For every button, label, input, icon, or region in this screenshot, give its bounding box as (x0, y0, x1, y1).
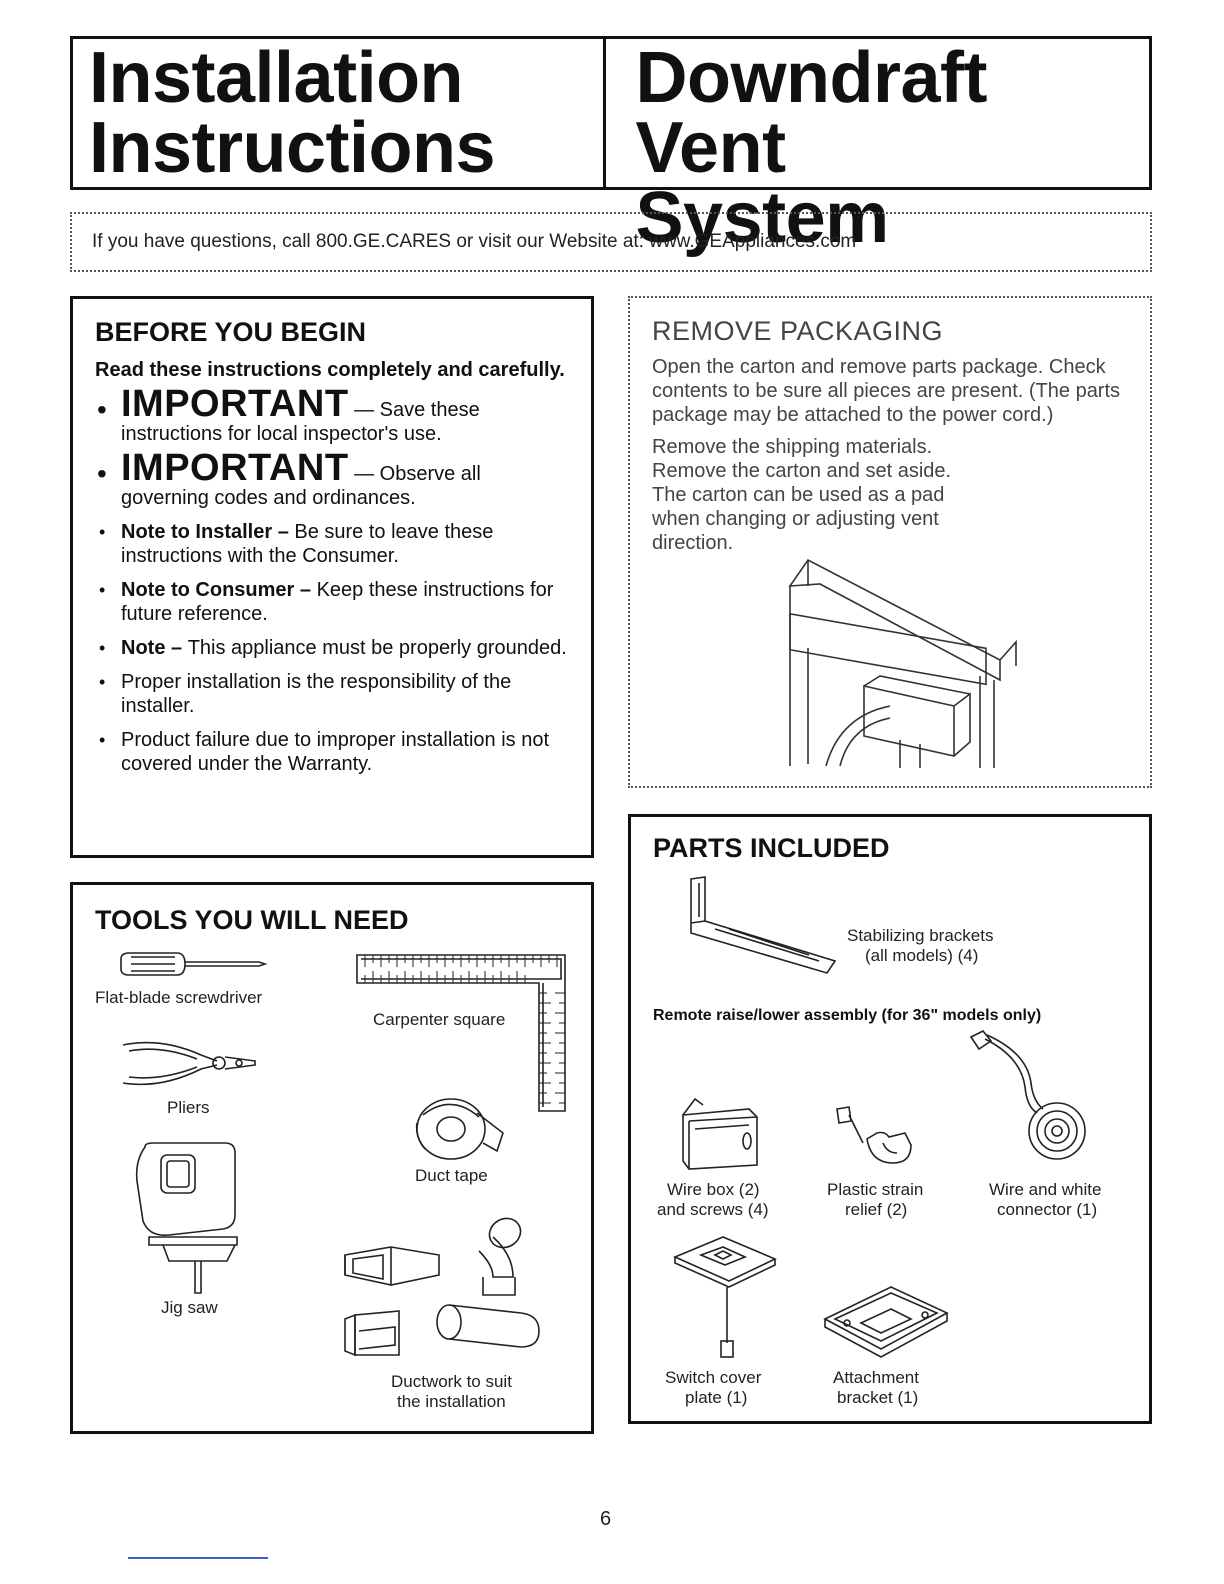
section-title: PARTS INCLUDED (653, 833, 890, 863)
bullet-text: Proper installation is the responsibility of the installer. (121, 671, 512, 717)
title-installation: Installation (89, 38, 464, 118)
jig-saw-label: Jig saw (161, 1298, 218, 1317)
ductwork-label-line1: Ductwork to suit (391, 1372, 512, 1391)
bullet-bold: Note – (121, 637, 188, 659)
stabilizing-brackets-line2: (all models) (4) (865, 946, 979, 965)
attachment-bracket-icon (821, 1283, 951, 1363)
page-number: 6 (600, 1508, 612, 1530)
contact-banner (70, 212, 1152, 272)
attachment-bracket-label-line1: Attachment (833, 1368, 919, 1387)
strain-relief-icon (827, 1103, 923, 1173)
important-word: IMPORTANT (121, 383, 349, 425)
duct-tape-label: Duct tape (415, 1166, 488, 1185)
header-right (603, 38, 1150, 258)
bullet-text: Be sure to leave these instructions with the Consumer. (121, 521, 494, 567)
connector-label-line2: connector (1) (997, 1200, 1098, 1219)
section-title: REMOVE PACKAGING (652, 316, 944, 346)
carpenter-square-icon (355, 953, 567, 1113)
pliers-label: Pliers (167, 1098, 210, 1117)
vent-unit-illustration (780, 556, 1020, 768)
important-item-2 (95, 447, 569, 510)
bullet-item (95, 636, 569, 660)
section-title: TOOLS YOU WILL NEED (95, 905, 409, 935)
important-word: IMPORTANT (121, 447, 349, 489)
bullet-item (95, 670, 569, 718)
bullet-item (95, 728, 569, 776)
parts-included-section (628, 814, 1152, 1424)
bullet-bold: Note to Installer – (121, 521, 295, 543)
footer-rule (128, 1557, 268, 1559)
pliers-icon (121, 1035, 261, 1091)
bullet-text: Keep these instructions for future reference. (121, 579, 554, 625)
wire-box-icon (675, 1095, 765, 1175)
switch-cover-label-line2: plate (1) (685, 1388, 748, 1407)
header-left (73, 39, 603, 187)
title-downdraft-vent: Downdraft Vent (635, 38, 987, 188)
screwdriver-label: Flat-blade screwdriver (95, 988, 263, 1007)
ductwork-icon (343, 1215, 553, 1365)
wire-and-connector-icon (961, 1027, 1091, 1177)
important-text: — Save these instructions for local inspector's use. (121, 399, 480, 445)
stabilizing-brackets-line1: Stabilizing brackets (847, 926, 994, 945)
switch-cover-plate-icon (671, 1233, 781, 1359)
screwdriver-icon (119, 951, 269, 977)
jig-saw-icon (129, 1141, 249, 1297)
strain-relief-label-line1: Plastic strain (827, 1180, 924, 1199)
before-you-begin-section (70, 296, 594, 858)
important-text: — Observe all governing codes and ordinances. (121, 463, 481, 509)
switch-cover-label-line1: Switch cover (665, 1368, 762, 1387)
remove-packaging-section (628, 296, 1152, 788)
tools-section (70, 882, 594, 1434)
bullet-text: Product failure due to improper installation is not covered under the Warranty. (121, 729, 550, 775)
bullet-text: This appliance must be properly grounded. (187, 637, 567, 659)
connector-label-line1: Wire and white (989, 1180, 1102, 1199)
important-item-1 (95, 383, 569, 446)
bullet-item (95, 578, 569, 626)
ductwork-label-line2: the installation (397, 1392, 506, 1411)
remove-para-2: Remove the shipping materials. Remove the carton and set aside. The carton can be used as a pad when changing or adjusting vent direction. (652, 436, 952, 554)
contact-text: If you have questions, call 800.GE.CARES or visit our Website at: www.GEAppliances.com (92, 231, 857, 252)
carpenter-square-label: Carpenter square (373, 1010, 506, 1029)
title-system: System (635, 178, 889, 258)
attachment-bracket-label-line2: bracket (1) (837, 1388, 919, 1407)
bullet-item (95, 520, 569, 568)
remove-para-1: Open the carton and remove parts package. Check contents to be sure all pieces are present. (The parts package may be attached to the power cord.) (652, 356, 1121, 426)
stabilizing-bracket-icon (689, 875, 839, 975)
wire-box-label-line2: and screws (4) (657, 1200, 769, 1219)
lead-text: Read these instructions completely and carefully. (95, 359, 565, 381)
title-instructions: Instructions (89, 108, 496, 188)
bullet-bold: Note to Consumer – (121, 579, 317, 601)
wire-box-label-line1: Wire box (2) (667, 1180, 760, 1199)
section-title: BEFORE YOU BEGIN (95, 317, 367, 347)
duct-tape-icon (411, 1093, 507, 1165)
remote-assembly-label: Remote raise/lower assembly (for 36" models only) (653, 1007, 1042, 1024)
strain-relief-label-line2: relief (2) (845, 1200, 908, 1219)
